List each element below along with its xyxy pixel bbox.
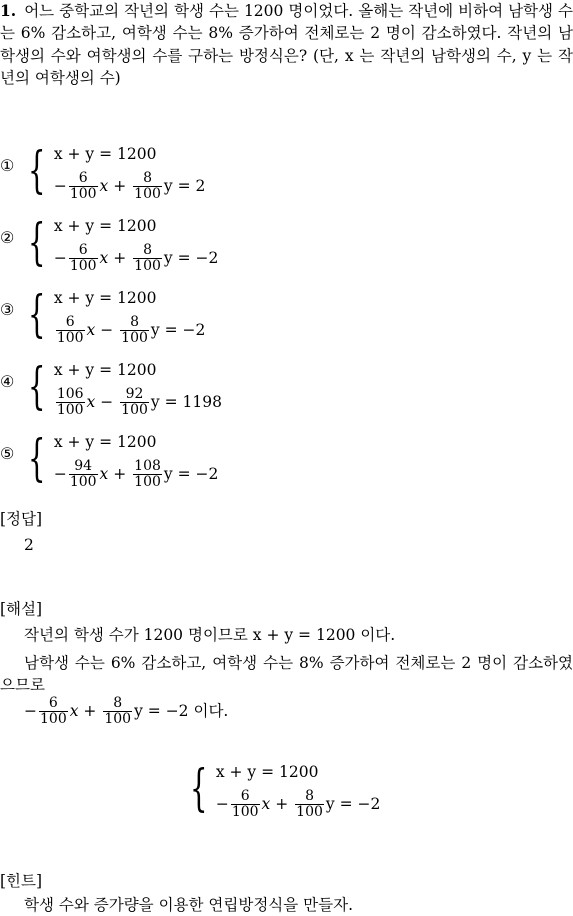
- inline-rhs: y = −2 이다.: [134, 701, 229, 720]
- choice-marker: ②: [0, 228, 15, 247]
- brace-glyph: {: [28, 213, 46, 271]
- explanation-label: [해설]: [0, 600, 43, 618]
- choice-marker: ⑤: [0, 444, 15, 463]
- hint-label: [힌트]: [0, 872, 43, 890]
- inline-fraction-1: $\frac{6}{100}$: [40, 695, 67, 727]
- hint-text: 학생 수와 증가량을 이용한 연립방정식을 만들자.: [24, 896, 354, 914]
- brace-glyph: {: [28, 285, 46, 343]
- system-eq-2: − $\frac{6}{100}$ x + $\frac{8}{100}$ y = −2: [215, 787, 381, 820]
- answer-label: [정답]: [0, 510, 43, 528]
- choice-marker: ④: [0, 372, 15, 391]
- inline-op: +: [83, 701, 97, 720]
- choice-eq-2: $\frac{6}{100}$ x − $\frac{8}{100}$ y = −2: [56, 313, 206, 346]
- brace-glyph: {: [28, 141, 46, 199]
- choice-eq-2: − $\frac{6}{100}$ x + $\frac{8}{100}$ y = 2: [53, 169, 206, 202]
- choice-eq-1: x + y = 1200: [53, 288, 157, 307]
- brace-glyph: {: [28, 357, 46, 415]
- question-body: 어느 중학교의 작년의 학생 수는 1200 명이었다. 올해는 작년에 비하여 남학생 수는 6% 감소하고, 여학생 수는 8% 증가하여 전체로는 2 명이 감소하였다. 작년의 남학생의 수와 여학생의 수를 구하는 방정식은? (단, x 는 작년의 남학생의 수, y 는 작년의 여학생의 수): [0, 2, 573, 88]
- explanation-inline-equation: − $\frac{6}{100}$ x + $\frac{8}{100}$ y = −2 이다.: [24, 695, 229, 727]
- choice-eq-2: − $\frac{94}{100}$ x + $\frac{108}{100}$ y = −2: [53, 457, 219, 490]
- choice-marker: ①: [0, 156, 15, 175]
- question-number: 1.: [0, 1, 17, 20]
- brace-glyph: {: [190, 759, 208, 817]
- explanation-line-2: 남학생 수는 6% 감소하고, 여학생 수는 8% 증가하여 전체로는 2 명이 감소하였으므로: [0, 654, 573, 695]
- choice-marker: ③: [0, 300, 15, 319]
- choice-eq-1: x + y = 1200: [53, 432, 157, 451]
- choice-eq-2: − $\frac{6}{100}$ x + $\frac{8}{100}$ y = −2: [53, 241, 219, 274]
- choice-eq-1: x + y = 1200: [53, 360, 157, 379]
- inline-sign: −: [24, 701, 37, 720]
- answer-value: 2: [24, 536, 34, 554]
- question-text: [0, 0, 573, 90]
- inline-fraction-2: $\frac{8}{100}$: [104, 695, 132, 727]
- system-eq-1: x + y = 1200: [215, 762, 319, 781]
- explanation-line-1: 작년의 학생 수가 1200 명이므로 x + y = 1200 이다.: [24, 626, 396, 644]
- choice-eq-1: x + y = 1200: [53, 144, 157, 163]
- choice-eq-1: x + y = 1200: [53, 216, 157, 235]
- brace-glyph: {: [28, 429, 46, 487]
- choice-eq-2: $\frac{106}{100}$ x − $\frac{92}{100}$ y = 1198: [56, 385, 222, 418]
